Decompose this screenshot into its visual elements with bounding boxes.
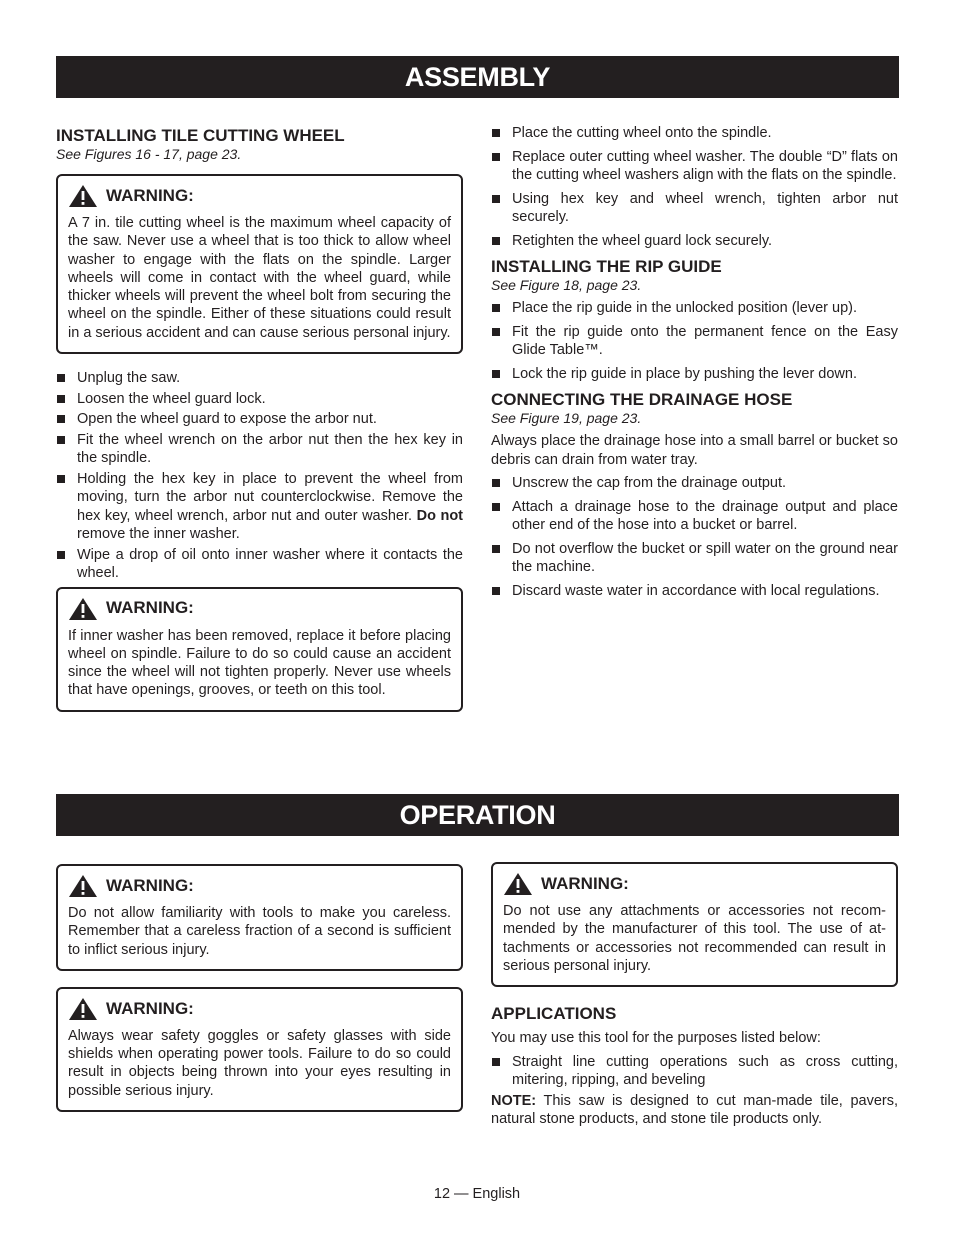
bullet-square-icon xyxy=(492,479,500,487)
warning-label: WARNING: xyxy=(541,873,629,893)
list-item: Open the wheel guard to expose the arbor nut. xyxy=(56,410,463,429)
warning-label: WARNING: xyxy=(106,998,194,1018)
list-item: Straight line cutting operations such as cross cutting, mitering, ripping, and beveling xyxy=(491,1053,898,1090)
bullet-square-icon xyxy=(57,436,65,444)
list-item: Place the rip guide in the unlocked position (lever up). xyxy=(491,299,898,318)
rip-guide-steps xyxy=(491,299,898,383)
warning-label: WARNING: xyxy=(106,185,194,205)
drainage-heading: CONNECTING THE DRAINAGE HOSE xyxy=(491,390,793,409)
list-item: Discard waste water in accordance with local regulations. xyxy=(491,582,898,601)
warning-label: WARNING: xyxy=(106,598,194,618)
tile-wheel-steps-cont xyxy=(491,124,898,250)
applications-intro: You may use this tool for the purposes listed below: xyxy=(491,1030,821,1047)
list-item: Lock the rip guide in place by pushing the lever down. xyxy=(491,365,898,384)
bullet-square-icon xyxy=(492,237,500,245)
warning-text: Do not use any attachments or accessories not recommended by the manufacturer of this tool. The use of attachments or accessories not recommended can result in serious personal injury. xyxy=(503,903,886,974)
warning-text: A 7 in. tile cutting wheel is the maximum wheel capacity of the saw. Never use a wheel that is too thick to allow wheel washer to engage with the flats on the spindle. Larger wheels will come in contact with the wheel guard, while thicker wheels will prevent the wheel bolt from securing the wheel on the spindle. Either of these situations could result in a serious accident and can cause serious personal injury. xyxy=(68,215,451,341)
bullet-square-icon xyxy=(57,475,65,483)
applications-note: NOTE: This saw is designed to cut man-made tile, pavers, natural stone products, and stone tile products only. xyxy=(491,1092,898,1128)
page-number: 12 — English xyxy=(433,1186,521,1202)
bullet-square-icon xyxy=(57,374,65,382)
list-item: Wipe a drop of oil onto inner washer where it contacts the wheel. xyxy=(56,546,463,583)
assembly-right-column xyxy=(491,124,898,605)
operation-title: OPERATION xyxy=(399,800,556,830)
applications-list xyxy=(491,1053,898,1090)
bullet-square-icon xyxy=(492,545,500,553)
bullet-square-icon xyxy=(492,370,500,378)
drainage-steps xyxy=(491,474,898,600)
assembly-banner xyxy=(56,56,899,98)
list-item: Unscrew the cap from the drainage output. xyxy=(491,474,898,493)
list-item: Fit the rip guide onto the permanent fence on the Easy Glide Table™. xyxy=(491,323,898,360)
applications-heading: APPLICATIONS xyxy=(491,1004,617,1024)
bullet-square-icon xyxy=(492,328,500,336)
warning-text: Always wear safety goggles or safety glasses with side shields when operating power tools. Failure to do so could result in objects being thrown into your eyes resulting in possible serious injury. xyxy=(68,1027,451,1099)
list-item: Retighten the wheel guard lock securely. xyxy=(491,232,898,251)
bullet-square-icon xyxy=(492,587,500,595)
warning-triangle-icon xyxy=(68,597,98,621)
warning-box-safety-goggles xyxy=(56,987,463,1112)
list-item: Holding the hex key in place to prevent the wheel from moving, turn the arbor nut counterclockwise. Remove the hex key, wheel wrench, arbor nut and outer washer. Do not remove the inner washer. xyxy=(56,470,463,544)
operation-left-column xyxy=(56,864,463,1112)
warning-triangle-icon xyxy=(68,997,98,1021)
assembly-title: ASSEMBLY xyxy=(404,62,551,92)
operation-right-column xyxy=(491,862,898,1129)
bullet-square-icon xyxy=(57,551,65,559)
warning-box-attachments xyxy=(491,862,898,987)
list-item: Attach a drainage hose to the drainage output and place other end of the hose into a bucket or barrel. xyxy=(491,498,898,535)
list-item: Do not overflow the bucket or spill water on the ground near the machine. xyxy=(491,540,898,577)
list-item: Unplug the saw. xyxy=(56,369,463,388)
warning-box-inner-washer xyxy=(56,587,463,712)
bullet-square-icon xyxy=(492,129,500,137)
list-item: Replace outer cutting wheel washer. The double “D” flats on the cutting wheel washers align with the flats on the spindle. xyxy=(491,148,898,185)
warning-label: WARNING: xyxy=(106,875,194,895)
tile-wheel-steps xyxy=(56,369,463,583)
tile-wheel-ref: See Figures 16 - 17, page 23. xyxy=(56,146,242,162)
drainage-intro: Always place the drainage hose into a small barrel or bucket so debris can drain from water tray. xyxy=(491,433,898,468)
list-item: Using hex key and wheel wrench, tighten arbor nut securely. xyxy=(491,190,898,227)
list-item: Loosen the wheel guard lock. xyxy=(56,390,463,409)
operation-banner xyxy=(56,794,899,836)
rip-guide-heading: INSTALLING THE RIP GUIDE xyxy=(491,257,722,276)
warning-triangle-icon xyxy=(503,872,533,896)
rip-guide-ref: See Figure 18, page 23. xyxy=(491,277,642,293)
drainage-ref: See Figure 19, page 23. xyxy=(491,410,642,426)
bullet-square-icon xyxy=(492,195,500,203)
page-footer xyxy=(0,1186,954,1202)
warning-text: If inner washer has been removed, replace it before placing wheel on spindle. Failure to do so could cause an accident since the wheel will not tighten properly. Never use wheels that have openings, grooves, or teeth on this tool. xyxy=(68,627,451,699)
warning-text: Do not allow familiarity with tools to make you careless. Remember that a careless fraction of a second is sufficient to inflict serious injury. xyxy=(68,905,451,958)
bullet-square-icon xyxy=(492,153,500,161)
bullet-square-icon xyxy=(57,395,65,403)
warning-box-wheel-capacity xyxy=(56,174,463,354)
warning-triangle-icon xyxy=(68,874,98,898)
bullet-square-icon xyxy=(492,1058,500,1066)
bullet-square-icon xyxy=(492,503,500,511)
bullet-square-icon xyxy=(57,415,65,423)
bullet-square-icon xyxy=(492,304,500,312)
assembly-left-column xyxy=(56,126,463,712)
warning-triangle-icon xyxy=(68,184,98,208)
list-item: Fit the wheel wrench on the arbor nut then the hex key in the spindle. xyxy=(56,431,463,468)
warning-box-familiarity xyxy=(56,864,463,971)
list-item: Place the cutting wheel onto the spindle. xyxy=(491,124,898,143)
tile-wheel-heading: INSTALLING TILE CUTTING WHEEL xyxy=(56,126,345,145)
